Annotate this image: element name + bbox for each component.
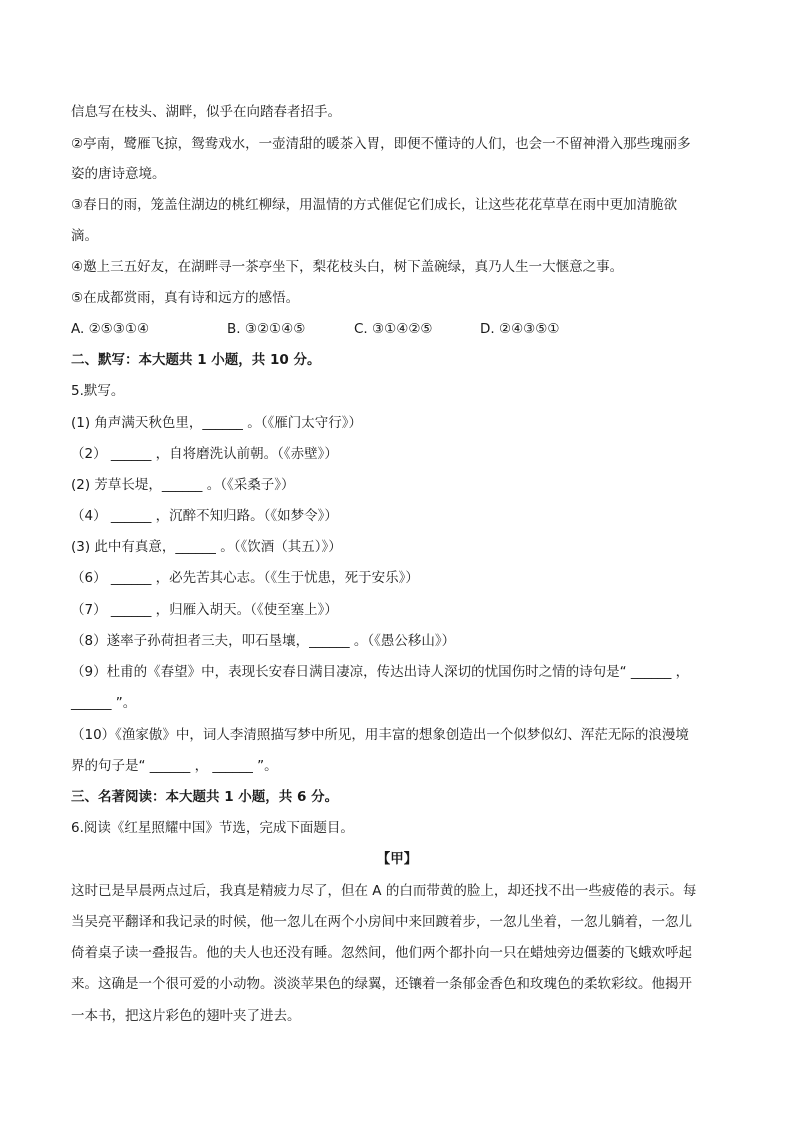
passage-line: 这时已是早晨两点过后，我真是精疲力尽了，但在 A 的白而带黄的脸上，却还找不出一些疲倦的表示。每 [71, 883, 697, 899]
option-a: A. ②⑤③①④ [71, 321, 150, 337]
question-item: （6） ______ ，必先苦其心志。（《生于忧患，死于安乐》） [71, 570, 419, 586]
passage-label: 【甲】 [376, 851, 418, 867]
passage-line: 当吴亮平翻译和我记录的时候，他一忽儿在两个小房间中来回踱着步，一忽儿坐着，一忽儿躺着，一忽儿 [71, 914, 692, 930]
question-item: ______ ”。 [71, 695, 137, 711]
option-c: C. ③①④②⑤ [354, 321, 433, 337]
passage-line: 倚着桌子读一叠报告。他的夫人也还没有睡。忽然间，他们两个都扑向一只在蜡烛旁边僵萎的飞蛾欢呼起 [71, 945, 692, 961]
text-line: 滴。 [71, 228, 98, 244]
question-item: 界的句子是“ ______ ， ______ ”。 [71, 758, 278, 774]
question-item: (1) 角声满天秋色里，______ 。（《雁门太守行》） [71, 415, 362, 431]
question-item: (2) 芳草长堤，______ 。（《采桑子》） [71, 477, 295, 493]
question-item: （8）遂率子孙荷担者三夫，叩石垦壤，______ 。（《愚公移山》） [71, 633, 456, 649]
question-item: （7） ______ ，归雁入胡天。（《使至塞上》） [71, 602, 338, 618]
question-item: （10）《渔家傲》中，词人李清照描写梦中所见，用丰富的想象创造出一个似梦似幻、浑茫无际的浪漫境 [71, 727, 689, 743]
section-heading: 二、默写：本大题共 1 小题，共 10 分。 [71, 352, 321, 368]
question-item: （4） ______ ，沉醉不知归路。（《如梦令》） [71, 508, 338, 524]
question-item: （2） ______ ，自将磨洗认前朝。（《赤壁》） [71, 446, 338, 462]
passage-line: 来。这确是一个很可爱的小动物。淡淡苹果色的绿翼，还镶着一条郁金香色和玫瑰色的柔软彩纹。他揭开 [71, 976, 692, 992]
passage-line: 一本书，把这片彩色的翅叶夹了进去。 [71, 1008, 301, 1024]
section-heading: 三、名著阅读：本大题共 1 小题，共 6 分。 [71, 789, 339, 805]
option-b: B. ③②①④⑤ [227, 321, 306, 337]
question-title: 6.阅读《红星照耀中国》节选，完成下面题目。 [71, 820, 354, 836]
question-title: 5.默写。 [71, 383, 125, 399]
text-line: ②亭南，鹭雁飞掠，鸳鸯戏水，一壶清甜的暖茶入胃，即便不懂诗的人们，也会一不留神滑入那些瑰丽多 [71, 136, 691, 152]
text-line: 姿的唐诗意境。 [71, 166, 166, 182]
text-line: 信息写在枝头、湖畔，似乎在向踏春者招手。 [71, 104, 341, 120]
question-item: （9）杜甫的《春望》中，表现长安春日满目凄凉，传达出诗人深切的忧国伤时之情的诗句是“ ______ ， [71, 664, 690, 680]
text-line: ⑤在成都赏雨，真有诗和远方的感悟。 [71, 290, 300, 306]
text-line: ④邀上三五好友，在湖畔寻一茶亭坐下，梨花枝头白，树下盖碗绿，真乃人生一大惬意之事。 [71, 259, 624, 275]
option-d: D. ②④③⑤① [480, 321, 560, 337]
question-item: (3) 此中有真意，______ 。（《饮酒（其五）》） [71, 539, 342, 555]
text-line: ③春日的雨，笼盖住湖边的桃红柳绿，用温情的方式催促它们成长，让这些花花草草在雨中更加清脆欲 [71, 197, 678, 213]
